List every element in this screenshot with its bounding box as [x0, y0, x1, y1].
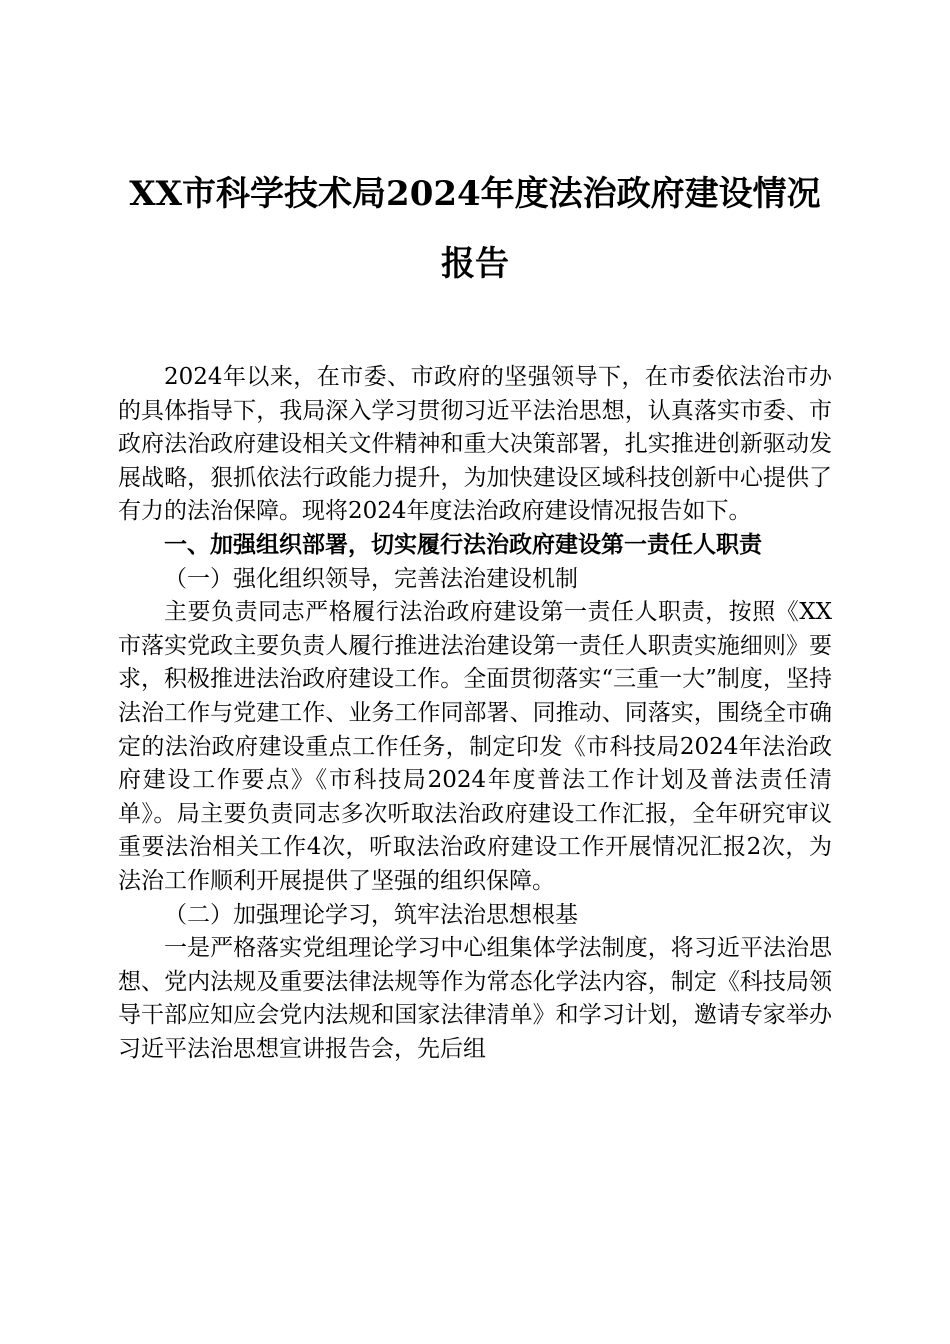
document-body	[118, 361, 832, 1066]
subsection-heading-1: （一）强化组织领导，完善法治建设机制	[164, 565, 578, 592]
subsection-heading-2: （二）加强理论学习，筑牢法治思想根基	[164, 901, 578, 928]
document-title-line-1: XX市科学技术局2024年度法治政府建设情况	[129, 174, 821, 214]
body-paragraph-1: 主要负责同志严格履行法治政府建设第一责任人职责，按照《XX市落实党政主要负责人履行推进法治建设第一责任人职责实施细则》要求，积极推进法治政府建设工作。全面贯彻落实“三重一大”制度，坚持法治工作与党建工作、业务工作同部署、同推动、同落实，围绕全市确定的法治政府建设重点工作任务，制定印发《市科技局2024年法治政府建设工作要点》《市科技局2024年度普法工作计划及普法责任清单》。局主要负责同志多次听取法治政府建设工作汇报，全年研究审议重要法治相关工作4次，听取法治政府建设工作开展情况汇报2次，为法治工作顺利开展提供了坚强的组织保障。	[118, 599, 832, 894]
document-title-line-2: 报告	[441, 244, 509, 284]
body-paragraph-2: 一是严格落实党组理论学习中心组集体学法制度，将习近平法治思想、党内法规及重要法律法规等作为常态化学法内容，制定《科技局领导干部应知应会党内法规和国家法律清单》和学习计划，邀请专家举办习近平法治思想宣讲报告会，先后组	[118, 935, 832, 1062]
intro-paragraph: 2024年以来，在市委、市政府的坚强领导下，在市委依法治市办的具体指导下，我局深入学习贯彻习近平法治思想，认真落实市委、市政府法治政府建设相关文件精神和重大决策部署，扎实推进创新驱动发展战略，狠抓依法行政能力提升，为加快建设区域科技创新中心提供了有力的法治保障。现将2024年度法治政府建设情况报告如下。	[118, 364, 832, 525]
section-heading-1: 一、加强组织部署，切实履行法治政府建设第一责任人职责	[164, 531, 762, 558]
